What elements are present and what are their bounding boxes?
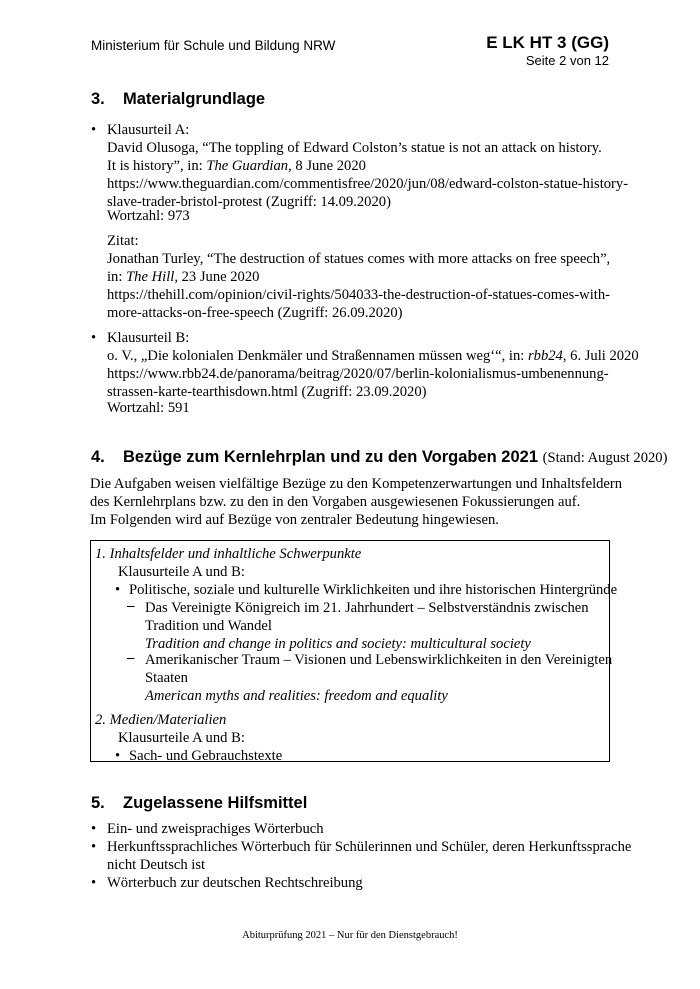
quote-url2: more-attacks-on-free-speech (Zugriff: 26.09.2020) <box>107 305 403 321</box>
box-topic-us-english: American myths and realities: freedom and equality <box>145 688 448 704</box>
source-a-publication: The Guardian <box>206 158 289 174</box>
box-media: Sach- und Gebrauchstexte <box>129 748 283 764</box>
curriculum-box <box>90 540 618 764</box>
header-ministry: Ministerium für Schule und Bildung NRW <box>91 38 336 53</box>
source-b-url1: https://www.rbb24.de/panorama/beitrag/2020/07/berlin-kolonialismus-umbenennung- <box>107 366 609 382</box>
intro-line3: Im Folgenden wird auf Bezüge von zentraler Bedeutung hingewiesen. <box>90 512 499 528</box>
quote-url1: https://thehill.com/opinion/civil-rights/504033-the-destruction-of-statues-comes-with- <box>107 287 610 303</box>
header-right <box>486 33 609 68</box>
source-b-url2: strassen-karte-tearthisdown.html (Zugriff: 23.09.2020) <box>107 384 427 400</box>
quote-line1: Jonathan Turley, “The destruction of statues comes with more attacks on free speech”, <box>107 251 611 267</box>
box-focus-1: Politische, soziale und kulturelle Wirklichkeiten und ihre historischen Hintergründe <box>129 582 618 598</box>
source-b-line1: o. V., „Die kolonialen Denkmäler und Straßennamen müssen weg‘“, in: rbb24, 6. Juli 2020 <box>107 348 639 364</box>
section-4-intro <box>90 475 622 529</box>
dash-icon: – <box>127 650 135 666</box>
section-5-title: Zugelassene Hilfsmittel <box>123 794 308 812</box>
bullet-icon: • <box>91 875 97 891</box>
box-heading-1: 1. Inhaltsfelder und inhaltliche Schwerpunkte <box>95 546 362 562</box>
intro-line2: des Kernlehrplans bzw. zu den in den Vorgaben ausgewiesenen Fokussierungen auf. <box>90 494 581 510</box>
source-a-url2: slave-trader-bristol-protest (Zugriff: 14.09.2020) <box>107 194 391 210</box>
box-topic-uk: Das Vereinigte Königreich im 21. Jahrhundert – Selbstverständnis zwischen Tradition und Wandel Tradition and change in politics and society: multicultural society <box>145 600 589 652</box>
bullet-icon: • <box>91 330 97 346</box>
box-parts-2: Klausurteile A und B: <box>118 730 245 746</box>
source-a <box>107 121 627 211</box>
box-heading-2: 2. Medien/Materialien <box>95 712 227 728</box>
bullet-icon: • <box>115 748 121 764</box>
bullet-icon: • <box>115 582 121 598</box>
bullet-icon: • <box>91 839 97 855</box>
quote-label: Zitat: <box>107 233 139 249</box>
section-4-number: 4. <box>91 448 105 466</box>
section-3-title: Materialgrundlage <box>123 90 266 108</box>
aid-item-3: Wörterbuch zur deutschen Rechtschreibung <box>107 875 363 891</box>
source-b <box>107 329 639 401</box>
page-number: Seite 2 von 12 <box>525 53 609 68</box>
source-a-label: Klausurteil A: <box>107 122 190 138</box>
box-topic-uk-english: Tradition and change in politics and society: multicultural society <box>145 636 531 652</box>
aid-item-2: Herkunftssprachliches Wörterbuch für Schülerinnen und Schüler, deren Herkunftssprache nicht Deutsch ist <box>107 839 632 873</box>
section-5-heading <box>91 793 307 813</box>
section-5-number: 5. <box>91 794 105 812</box>
source-b-label: Klausurteil B: <box>107 330 190 346</box>
exam-code: E LK HT 3 (GG) <box>486 33 609 52</box>
source-a-line2: It is history”, in: The Guardian, 8 June 2020 <box>107 158 366 174</box>
source-a-line1: David Olusoga, “The toppling of Edward Colston’s statue is not an attack on history. <box>107 140 602 156</box>
section-4-status-note: (Stand: August 2020) <box>542 450 668 466</box>
source-b-wordcount: Wortzahl: 591 <box>107 400 190 416</box>
quote-publication: The Hill <box>126 269 175 285</box>
section-4-heading <box>91 447 667 468</box>
section-3-number: 3. <box>91 90 105 108</box>
section-4-title: Bezüge zum Kernlehrplan und zu den Vorgaben 2021 <box>123 448 539 466</box>
bullet-icon: • <box>91 122 97 138</box>
aid-item-1: Ein- und zweisprachiges Wörterbuch <box>107 821 324 837</box>
source-a-wordcount: Wortzahl: 973 <box>107 208 190 224</box>
dash-icon: – <box>127 598 135 614</box>
source-b-publication: rbb24 <box>527 348 563 364</box>
box-topic-us: Amerikanischer Traum – Visionen und Lebenswirklichkeiten in den Vereinigten Staaten American myths and realities: freedom and equality <box>145 652 613 704</box>
quote-source <box>107 232 627 322</box>
box-parts-1: Klausurteile A und B: <box>118 564 245 580</box>
footer-note: Abiturprüfung 2021 – Nur für den Dienstgebrauch! <box>242 930 458 941</box>
source-a-url1: https://www.theguardian.com/commentisfree/2020/jun/08/edward-colston-statue-history- <box>107 176 629 192</box>
intro-line1: Die Aufgaben weisen vielfältige Bezüge zu den Kompetenzerwartungen und Inhaltsfeldern <box>90 476 623 492</box>
section-3-heading <box>91 89 265 109</box>
bullet-icon: • <box>91 821 97 837</box>
quote-line2: in: The Hill, 23 June 2020 <box>107 269 260 285</box>
